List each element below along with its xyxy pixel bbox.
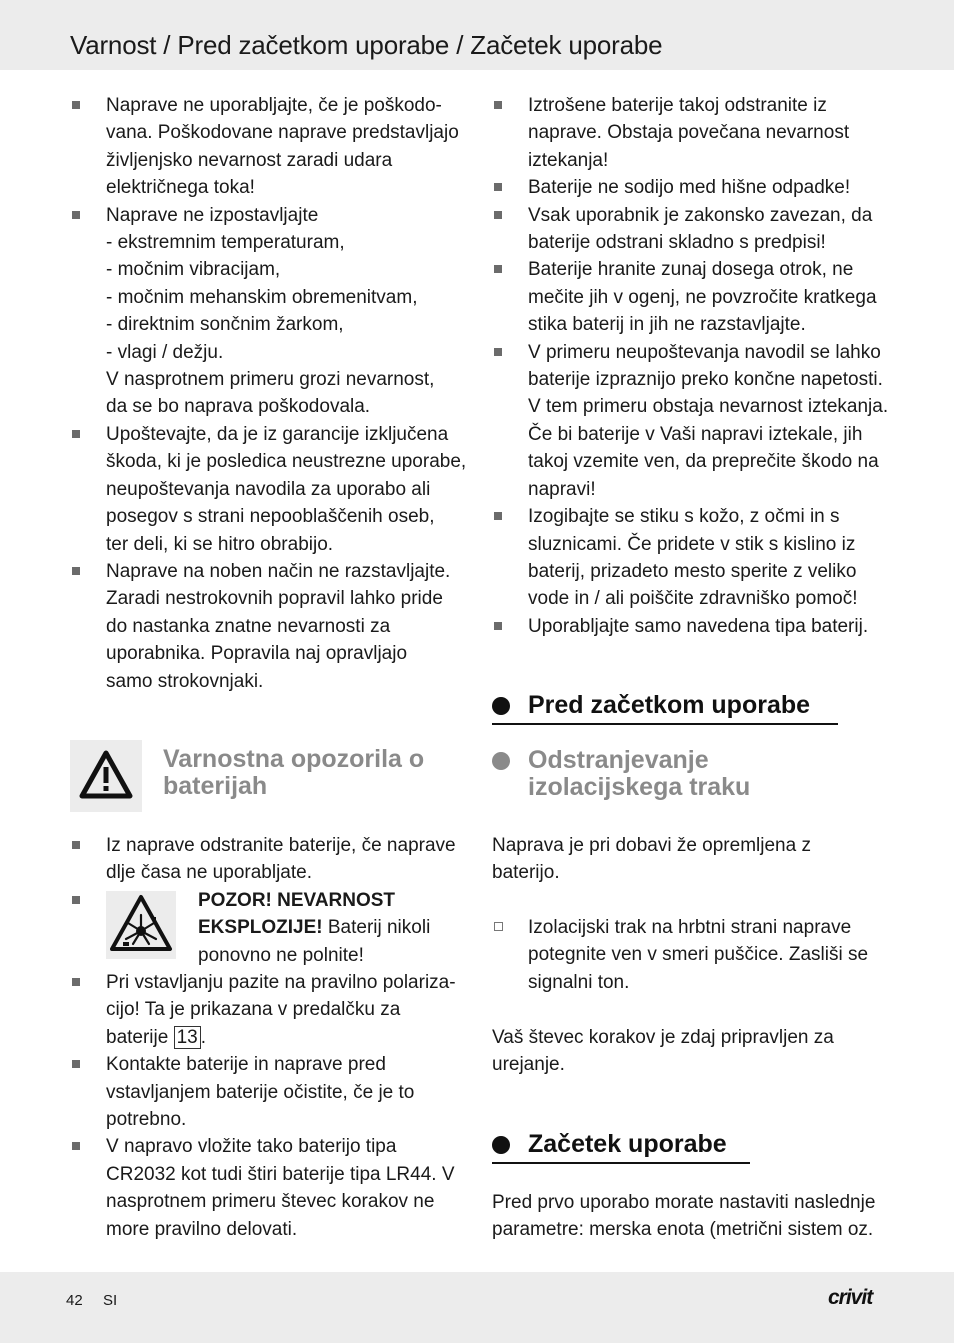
section-heading-insulation: Odstranjevanje izolacijskega traku xyxy=(492,747,872,807)
brand-logo: crivit xyxy=(828,1286,873,1309)
bullet-icon xyxy=(72,978,80,986)
battery-warning-list-end xyxy=(70,1051,470,1243)
part-reference-number: 13 xyxy=(174,1026,201,1049)
list-item: Upoštevajte, da je iz garancije izključena škoda, ki je posledica neustrezne uporabe, neupoštevanja navodila za uporabo ali posegov s strani nepooblaščenih oseb, ter deli, ki se hitro obrabijo. xyxy=(70,421,470,558)
bullet-icon xyxy=(494,265,502,273)
bullet-icon xyxy=(494,622,502,630)
right-column xyxy=(492,92,892,640)
warning-triangle-icon xyxy=(70,740,142,812)
language-code: SI xyxy=(103,1292,118,1309)
list-item: Iztrošene baterije takoj odstranite iz naprave. Obstaja povečana nevarnost iztekanja! xyxy=(492,92,892,174)
left-column xyxy=(70,92,470,695)
bullet-icon xyxy=(72,567,80,575)
insulation-step xyxy=(492,914,892,996)
battery-warning-heading-line1: Varnostna opozorila o xyxy=(163,745,425,773)
bullet-icon xyxy=(72,430,80,438)
bullet-icon xyxy=(494,101,502,109)
explosion-hazard-icon xyxy=(106,891,176,959)
bullet-icon xyxy=(72,101,80,109)
list-item: POZOR! NEVARNOST EKSPLOZIJE! Baterij nikoli ponovno ne polnite! xyxy=(70,887,470,969)
bullet-icon xyxy=(494,211,502,219)
page-number: 42 xyxy=(66,1292,83,1309)
list-item: Pri vstavljanju pazite na pravilno polariza- cijo! Ta je prikazana v predalčku za baterije 13 . xyxy=(70,969,470,1051)
page-footer xyxy=(0,1272,954,1343)
pozor-heading: POZOR! NEVARNOST xyxy=(198,889,396,911)
list-item: Uporabljajte samo navedena tipa baterij. xyxy=(492,613,892,640)
page-title: Varnost / Pred začetkom uporabe / Začetek uporabe xyxy=(70,30,663,60)
safety-list xyxy=(70,92,470,695)
bullet-icon xyxy=(494,183,502,191)
step-item: Izolacijski trak na hrbtni strani naprave potegnite ven v smeri puščice. Zasliši se signalni ton. xyxy=(492,914,892,996)
battery-warning-heading xyxy=(163,746,483,800)
heading-underline xyxy=(492,723,838,725)
list-item: Baterije ne sodijo med hišne odpadke! xyxy=(492,174,892,201)
section-heading-start: Začetek uporabe xyxy=(492,1131,750,1165)
list-item: Vsak uporabnik je zakonsko zavezan, da baterije odstrani skladno s predpisi! xyxy=(492,202,892,257)
battery-safety-list xyxy=(492,92,892,640)
heading-dot-icon xyxy=(492,752,510,770)
list-item: Iz naprave odstranite baterije, če naprave dlje časa ne uporabljate. xyxy=(70,832,470,887)
start-text: Pred prvo uporabo morate nastaviti naslednje parametre: merska enota (metrični sistem oz. xyxy=(492,1192,876,1241)
bullet-icon xyxy=(494,512,502,520)
bullet-icon xyxy=(494,348,502,356)
bullet-icon xyxy=(72,1060,80,1068)
list-item: Naprave na noben način ne razstavljajte. Zaradi nestrokovnih popravil lahko pride do nastanka znatne nevarnosti za uporabnika. Popravila naj opravljajo samo strokovnjaki. xyxy=(70,558,470,695)
ready-text: Vaš števec korakov je zdaj pripravljen za urejanje. xyxy=(492,1027,834,1076)
bullet-icon xyxy=(72,211,80,219)
list-item: Izogibajte se stiku s kožo, z očmi in s sluznicami. Če pridete v stik s kislino iz baterij, prizadeto mesto sperite z veliko vode in / ali poiščite zdravniško pomoč! xyxy=(492,503,892,613)
pozor-line2: EKSPLOZIJE! Baterij nikoli xyxy=(198,917,431,939)
list-item: Baterije hranite zunaj dosega otrok, ne mečite jih v ogenj, ne povzročite kratkega stika baterij in jih ne razstavljajte. xyxy=(492,256,892,338)
list-item: V primeru neupoštevanja navodil se lahko baterije izpraznijo preko končne napetosti. V tem primeru obstaja nevarnost iztekanja. Če bi baterije v Vaši napravi iztekale, jih takoj vzemite ven, da preprečite škodo na napravi! xyxy=(492,339,892,503)
heading-dot-icon xyxy=(492,1136,510,1154)
step-checkbox-icon xyxy=(494,922,503,931)
list-item: Naprave ne uporabljajte, če je poškodo- vana. Poškodovane naprave predstavljajo življenjsko nevarnost zaradi udara električnega toka! xyxy=(70,92,470,202)
battery-warning-heading-line2: baterijah xyxy=(163,772,268,800)
insulation-intro: Naprava je pri dobavi že opremljena z baterijo. xyxy=(492,835,811,884)
page-header xyxy=(0,0,954,70)
section-heading-before-use: Pred začetkom uporabe xyxy=(492,692,838,726)
battery-warning-list xyxy=(70,832,470,1243)
warning-icon-box xyxy=(70,740,142,812)
list-item: Naprave ne izpostavljajte - ekstremnim temperaturam, - močnim vibracijam, - močnim mehanskim obremenitvam, - direktnim sončnim žarkom, - vlagi / dežju. V nasprotnem primeru grozi nevarnost, da se bo naprava poškodovala. xyxy=(70,202,470,421)
list-item: V napravo vložite tako baterijo tipa CR2032 kot tudi štiri baterije tipa LR44. V nasprotnem primeru števec korakov ne more pravilno delovati. xyxy=(70,1133,470,1243)
heading-dot-icon xyxy=(492,697,510,715)
bullet-icon xyxy=(72,841,80,849)
bullet-icon xyxy=(72,896,80,904)
bullet-icon xyxy=(72,1142,80,1150)
heading-underline xyxy=(492,1162,750,1164)
list-item: Kontakte baterije in naprave pred vstavljanjem baterije očistite, če je to potrebno. xyxy=(70,1051,470,1133)
